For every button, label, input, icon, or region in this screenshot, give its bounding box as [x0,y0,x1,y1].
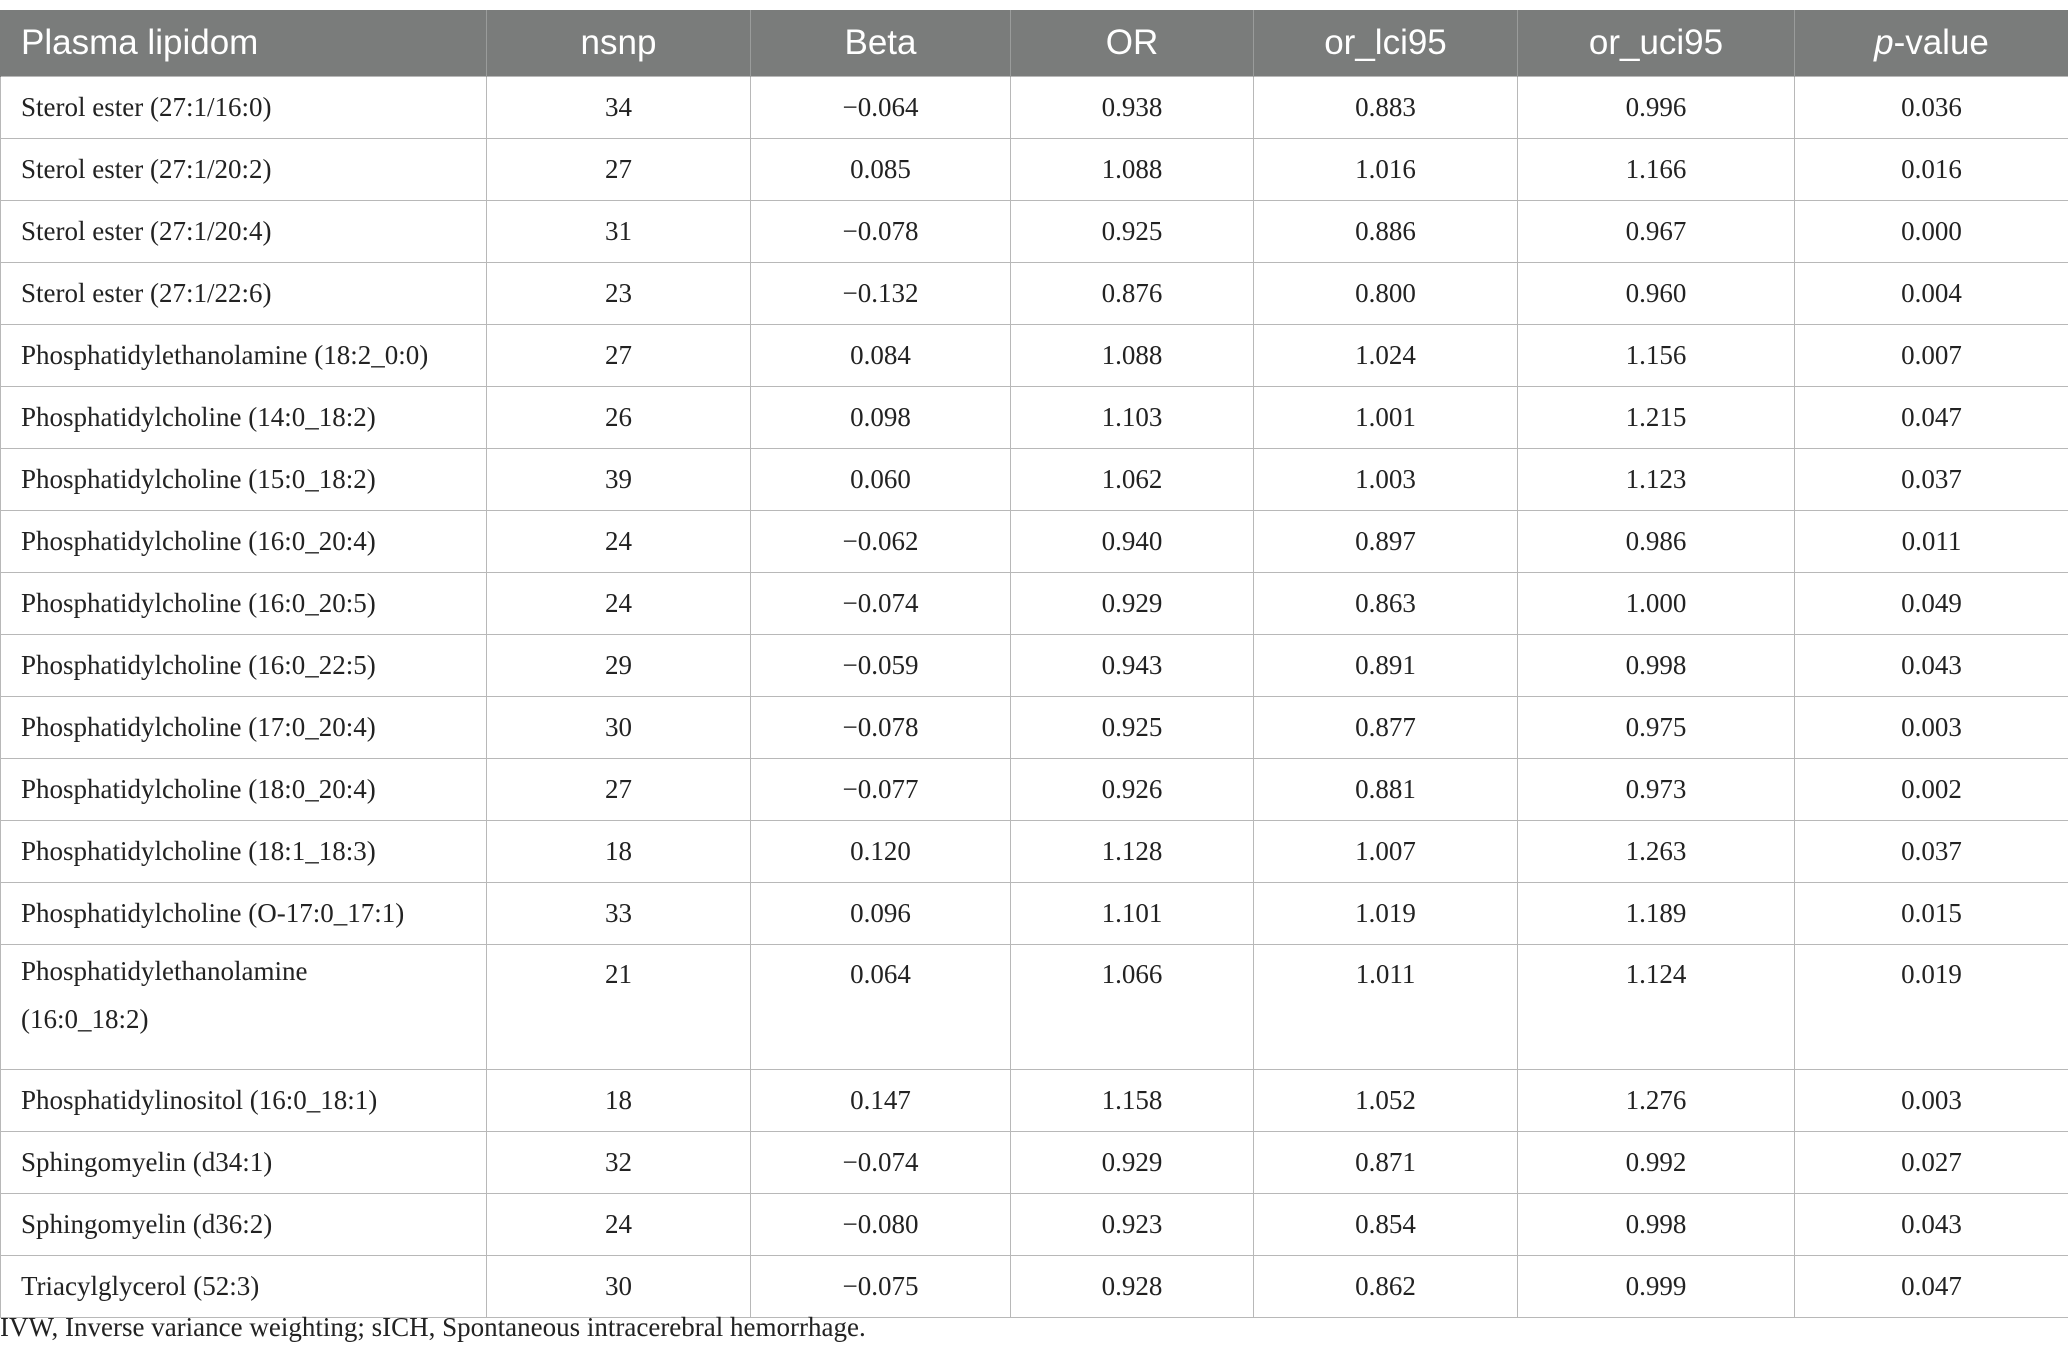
cell-or: 1.128 [1011,821,1254,883]
cell-or: 1.158 [1011,1070,1254,1132]
cell-p-value: 0.019 [1795,945,2068,1070]
cell-p-value: 0.036 [1795,77,2068,139]
cell-or-lci95: 1.007 [1254,821,1518,883]
cell-lipid: Sterol ester (27:1/16:0) [1,77,487,139]
cell-or-lci95: 0.886 [1254,201,1518,263]
cell-p-value: 0.027 [1795,1132,2068,1194]
cell-p-value: 0.043 [1795,1194,2068,1256]
table-row [1,1256,2068,1318]
cell-beta: 0.098 [751,387,1011,449]
cell-p-value: 0.043 [1795,635,2068,697]
cell-or-lci95: 0.877 [1254,697,1518,759]
cell-beta: −0.064 [751,77,1011,139]
cell-p-value: 0.003 [1795,1070,2068,1132]
cell-nsnp: 30 [487,1256,751,1318]
cell-p-value: 0.007 [1795,325,2068,387]
cell-nsnp: 24 [487,573,751,635]
cell-nsnp: 18 [487,821,751,883]
cell-nsnp: 34 [487,77,751,139]
cell-or-lci95: 1.001 [1254,387,1518,449]
cell-nsnp: 23 [487,263,751,325]
cell-p-value: 0.011 [1795,511,2068,573]
table-row [1,263,2068,325]
cell-nsnp: 27 [487,325,751,387]
cell-or-uci95: 0.986 [1518,511,1795,573]
cell-p-value: 0.003 [1795,697,2068,759]
table-row [1,573,2068,635]
cell-or-uci95: 0.992 [1518,1132,1795,1194]
cell-beta: −0.078 [751,697,1011,759]
cell-lipid: Sterol ester (27:1/20:2) [1,139,487,201]
header-p-value [1795,10,2068,77]
cell-or-lci95: 0.871 [1254,1132,1518,1194]
cell-nsnp: 33 [487,883,751,945]
cell-or: 0.925 [1011,697,1254,759]
cell-beta: 0.120 [751,821,1011,883]
cell-or-uci95: 1.276 [1518,1070,1795,1132]
cell-lipid [1,945,487,1070]
cell-or: 0.929 [1011,1132,1254,1194]
table-header [1,10,2068,77]
header-p-suffix: -value [1893,23,1989,62]
cell-nsnp: 21 [487,945,751,1070]
cell-or: 1.062 [1011,449,1254,511]
cell-lipid: Phosphatidylcholine (17:0_20:4) [1,697,487,759]
cell-nsnp: 24 [487,511,751,573]
table-row [1,759,2068,821]
header-or-uci95: or_uci95 [1518,10,1795,77]
cell-beta: −0.080 [751,1194,1011,1256]
table-row [1,139,2068,201]
table-row [1,697,2068,759]
cell-lipid: Sphingomyelin (d34:1) [1,1132,487,1194]
header-nsnp: nsnp [487,10,751,77]
cell-or-uci95: 1.215 [1518,387,1795,449]
cell-lipid: Phosphatidylcholine (18:1_18:3) [1,821,487,883]
header-beta: Beta [751,10,1011,77]
cell-p-value: 0.047 [1795,387,2068,449]
cell-p-value: 0.002 [1795,759,2068,821]
cell-or: 1.066 [1011,945,1254,1070]
cell-nsnp: 39 [487,449,751,511]
cell-p-value: 0.004 [1795,263,2068,325]
cell-lipid: Sterol ester (27:1/22:6) [1,263,487,325]
table-row [1,387,2068,449]
cell-lipid: Phosphatidylinositol (16:0_18:1) [1,1070,487,1132]
cell-p-value: 0.000 [1795,201,2068,263]
cell-or: 0.926 [1011,759,1254,821]
table-row [1,325,2068,387]
cell-or-lci95: 0.862 [1254,1256,1518,1318]
cell-lipid-line1: Phosphatidylethanolamine [21,956,308,986]
cell-p-value: 0.037 [1795,449,2068,511]
cell-or-uci95: 1.124 [1518,945,1795,1070]
cell-lipid: Phosphatidylcholine (15:0_18:2) [1,449,487,511]
cell-nsnp: 31 [487,201,751,263]
cell-or: 1.088 [1011,139,1254,201]
cell-or-uci95: 1.123 [1518,449,1795,511]
cell-or-lci95: 1.052 [1254,1070,1518,1132]
cell-p-value: 0.016 [1795,139,2068,201]
cell-beta: 0.084 [751,325,1011,387]
cell-lipid: Sterol ester (27:1/20:4) [1,201,487,263]
cell-or-lci95: 0.891 [1254,635,1518,697]
cell-lipid-line2: (16:0_18:2) [21,1004,149,1034]
cell-or-lci95: 0.881 [1254,759,1518,821]
cell-lipid: Phosphatidylcholine (16:0_22:5) [1,635,487,697]
cell-or-uci95: 0.999 [1518,1256,1795,1318]
cell-nsnp: 26 [487,387,751,449]
cell-or-lci95: 0.800 [1254,263,1518,325]
cell-beta: 0.096 [751,883,1011,945]
cell-beta: 0.060 [751,449,1011,511]
cell-or-uci95: 0.960 [1518,263,1795,325]
cell-lipid: Triacylglycerol (52:3) [1,1256,487,1318]
cell-or-uci95: 0.967 [1518,201,1795,263]
cell-or: 0.938 [1011,77,1254,139]
cell-lipid: Phosphatidylcholine (18:0_20:4) [1,759,487,821]
header-plasma-lipidom: Plasma lipidom [1,10,487,77]
header-or: OR [1011,10,1254,77]
cell-or: 0.876 [1011,263,1254,325]
cell-nsnp: 30 [487,697,751,759]
cell-p-value: 0.049 [1795,573,2068,635]
table-row [1,449,2068,511]
cell-lipid: Phosphatidylethanolamine (18:2_0:0) [1,325,487,387]
cell-lipid: Phosphatidylcholine (16:0_20:4) [1,511,487,573]
cell-or: 0.940 [1011,511,1254,573]
cell-or: 0.929 [1011,573,1254,635]
cell-beta: −0.132 [751,263,1011,325]
cell-nsnp: 32 [487,1132,751,1194]
cell-or-uci95: 0.996 [1518,77,1795,139]
table-row [1,821,2068,883]
results-table [0,10,2068,1318]
cell-or: 0.928 [1011,1256,1254,1318]
cell-or-uci95: 0.998 [1518,635,1795,697]
table-row [1,201,2068,263]
table-row [1,635,2068,697]
cell-or-lci95: 1.016 [1254,139,1518,201]
cell-nsnp: 18 [487,1070,751,1132]
cell-or-uci95: 1.000 [1518,573,1795,635]
table-row [1,945,2068,1070]
cell-beta: 0.064 [751,945,1011,1070]
cell-or: 0.923 [1011,1194,1254,1256]
cell-lipid: Phosphatidylcholine (14:0_18:2) [1,387,487,449]
cell-or: 0.943 [1011,635,1254,697]
cell-or-uci95: 1.156 [1518,325,1795,387]
cell-lipid: Sphingomyelin (d36:2) [1,1194,487,1256]
cell-beta: −0.077 [751,759,1011,821]
cell-or-uci95: 1.263 [1518,821,1795,883]
cell-or-lci95: 1.024 [1254,325,1518,387]
cell-p-value: 0.047 [1795,1256,2068,1318]
header-or-lci95: or_lci95 [1254,10,1518,77]
cell-or-uci95: 1.166 [1518,139,1795,201]
table-row [1,77,2068,139]
cell-beta: −0.059 [751,635,1011,697]
table-row [1,511,2068,573]
cell-or-lci95: 0.883 [1254,77,1518,139]
cell-or-uci95: 0.973 [1518,759,1795,821]
header-row [1,10,2068,77]
cell-or-lci95: 1.003 [1254,449,1518,511]
cell-or-lci95: 0.854 [1254,1194,1518,1256]
cell-beta: −0.074 [751,573,1011,635]
cell-nsnp: 29 [487,635,751,697]
cell-or: 1.088 [1011,325,1254,387]
cell-beta: −0.062 [751,511,1011,573]
cell-or: 0.925 [1011,201,1254,263]
table-row [1,1194,2068,1256]
cell-or: 1.101 [1011,883,1254,945]
cell-nsnp: 27 [487,759,751,821]
results-table-container [0,10,2068,1318]
table-row [1,1070,2068,1132]
cell-or: 1.103 [1011,387,1254,449]
cell-beta: −0.074 [751,1132,1011,1194]
cell-beta: −0.075 [751,1256,1011,1318]
cell-nsnp: 24 [487,1194,751,1256]
cell-or-uci95: 1.189 [1518,883,1795,945]
header-p-italic: p [1874,23,1894,62]
cell-or-uci95: 0.975 [1518,697,1795,759]
table-footnote: IVW, Inverse variance weighting; sICH, Spontaneous intracerebral hemorrhage. [0,1312,866,1342]
cell-or-lci95: 1.019 [1254,883,1518,945]
cell-p-value: 0.015 [1795,883,2068,945]
cell-p-value: 0.037 [1795,821,2068,883]
cell-or-lci95: 0.863 [1254,573,1518,635]
cell-lipid: Phosphatidylcholine (O-17:0_17:1) [1,883,487,945]
table-row [1,1132,2068,1194]
cell-nsnp: 27 [487,139,751,201]
table-body [1,77,2068,1318]
cell-beta: −0.078 [751,201,1011,263]
cell-beta: 0.147 [751,1070,1011,1132]
cell-lipid: Phosphatidylcholine (16:0_20:5) [1,573,487,635]
cell-or-lci95: 1.011 [1254,945,1518,1070]
cell-beta: 0.085 [751,139,1011,201]
table-row [1,883,2068,945]
cell-or-uci95: 0.998 [1518,1194,1795,1256]
cell-or-lci95: 0.897 [1254,511,1518,573]
